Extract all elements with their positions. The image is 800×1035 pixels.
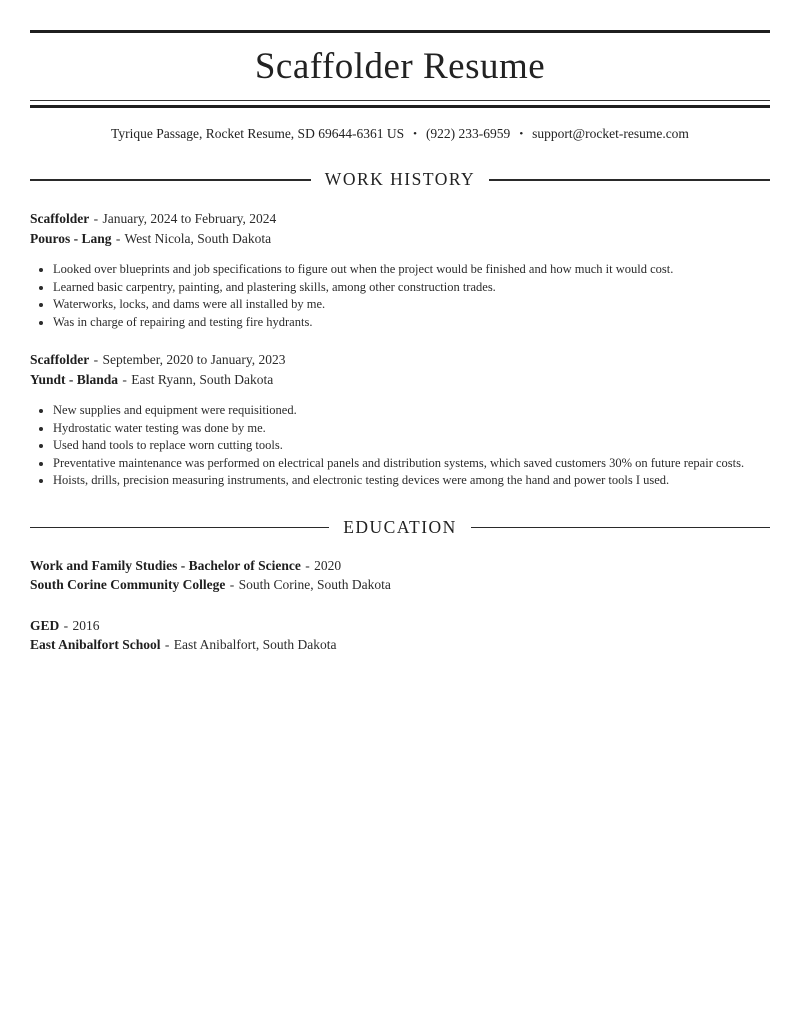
work-history-section-title: WORK HISTORY <box>324 169 476 190</box>
job-company: Yundt - Blanda <box>30 371 119 387</box>
education-entry <box>30 616 770 655</box>
job-title: Scaffolder <box>30 352 90 368</box>
job-bullet: • Waterworks, locks, and dams were all installed by me. <box>53 296 770 314</box>
job-bullet: • New supplies and equipment were requisitioned. <box>53 402 770 420</box>
divider-line <box>30 527 329 529</box>
education-location: South Corine, South Dakota <box>238 577 391 593</box>
education-school-line <box>30 575 770 595</box>
job-location: West Nicola, South Dakota <box>124 230 272 246</box>
job-bullet: • Used hand tools to replace worn cutting tools. <box>53 437 770 455</box>
contact-separator-dot: • <box>413 128 417 141</box>
dash-separator: - <box>63 617 69 633</box>
contact-email: support@rocket-resume.com <box>532 126 689 142</box>
resume-title: Scaffolder Resume <box>254 46 546 87</box>
job-bullet: • Hydrostatic water testing was done by me. <box>53 420 770 438</box>
divider-line <box>489 179 770 181</box>
job-bullet: • Learned basic carpentry, painting, and plastering skills, among other construction trades. <box>53 279 770 297</box>
job-title: Scaffolder <box>30 211 90 227</box>
work-history-section <box>30 209 770 490</box>
education-year: 2020 <box>314 557 342 573</box>
education-degree: GED <box>30 617 60 633</box>
job-company-line <box>30 370 770 390</box>
divider-line <box>30 179 311 181</box>
job-bullet: • Looked over blueprints and job specifications to figure out when the project would be finished and how much it would cost. <box>53 261 770 279</box>
dash-separator: - <box>93 211 99 227</box>
education-location: East Anibalfort, South Dakota <box>173 637 337 653</box>
job-company-line <box>30 229 770 249</box>
education-section-title: EDUCATION <box>343 516 457 537</box>
job-entry <box>30 350 770 490</box>
job-bullet-list <box>30 261 770 331</box>
job-bullet: • Preventative maintenance was performed on electrical panels and distribution systems, which saved customers 30% on future repair costs. <box>53 455 770 473</box>
education-school: East Anibalfort School <box>30 637 161 653</box>
job-dates: January, 2024 to February, 2024 <box>102 211 277 227</box>
dash-separator: - <box>229 577 235 593</box>
job-bullet: • Hoists, drills, precision measuring instruments, and electronic testing devices were among the hand and power tools I used. <box>53 472 770 490</box>
job-bullet-list <box>30 402 770 490</box>
section-header-education <box>30 517 770 538</box>
dash-separator: - <box>115 230 121 246</box>
job-title-line <box>30 209 770 229</box>
dash-separator: - <box>305 557 310 573</box>
education-section <box>30 556 770 655</box>
education-degree-line <box>30 616 770 636</box>
job-entry <box>30 209 770 331</box>
dash-separator: - <box>164 637 170 653</box>
job-dates: September, 2020 to January, 2023 <box>102 352 286 368</box>
job-company: Pouros - Lang <box>30 230 112 246</box>
education-degree: Work and Family Studies - Bachelor of Science <box>30 557 301 573</box>
education-year: 2016 <box>72 617 100 633</box>
contact-phone: (922) 233-6959 <box>425 126 511 142</box>
dash-separator: - <box>93 352 99 368</box>
dash-separator: - <box>122 371 127 387</box>
divider-line <box>471 527 770 529</box>
header-bottom-rule <box>30 100 770 108</box>
education-degree-line <box>30 556 770 576</box>
contact-separator-dot: • <box>519 128 524 141</box>
header-top-rule <box>30 30 770 33</box>
education-school-line <box>30 635 770 655</box>
thick-divider-line <box>30 105 770 108</box>
education-school: South Corine Community College <box>30 577 226 593</box>
contact-address: Tyrique Passage, Rocket Resume, SD 69644-6361 US <box>111 126 405 142</box>
thin-divider-line <box>30 100 770 101</box>
section-header-work-history <box>30 169 770 190</box>
education-entry <box>30 556 770 595</box>
job-title-line <box>30 350 770 370</box>
job-bullet: • Was in charge of repairing and testing fire hydrants. <box>53 314 770 332</box>
job-location: East Ryann, South Dakota <box>131 371 274 387</box>
contact-line <box>30 126 770 142</box>
